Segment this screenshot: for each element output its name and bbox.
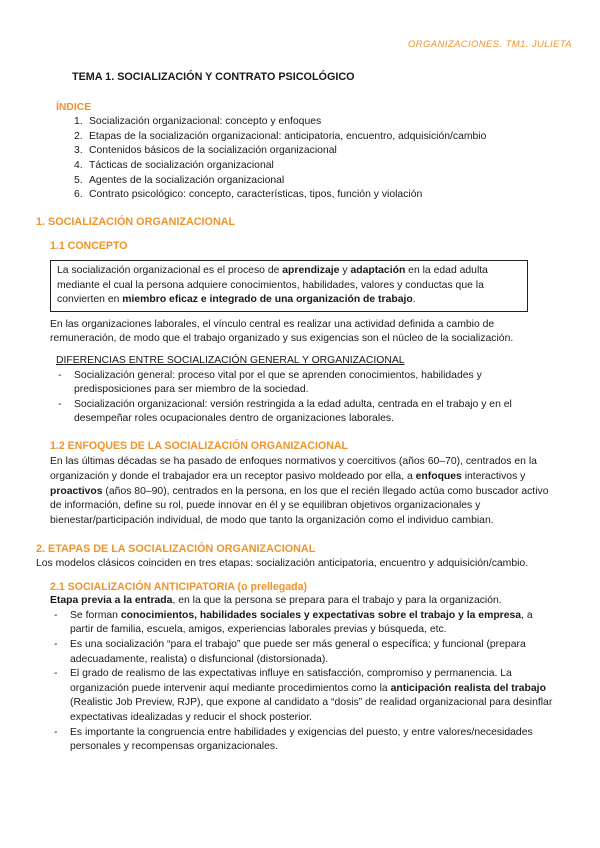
list-item: - Socialización general: proceso vital por el que se aprenden conocimientos, habilidades y predisposiciones para ser miembro de la sociedad. [58, 369, 482, 396]
index-item: 2. Etapas de la socialización organizacional: anticipatoria, encuentro, adquisición/cambio [74, 130, 487, 142]
differences-list [58, 369, 546, 427]
section-1-2-heading: 1.2 ENFOQUES DE LA SOCIALIZACIÓN ORGANIZACIONAL [50, 439, 349, 452]
list-item: - Es importante la congruencia entre habilidades y exigencias del puesto, y entre valores/necesidades personales y recompensas organizacionales. [54, 726, 533, 753]
paragraph: En las organizaciones laborales, el vínculo central es realizar una actividad definida a cambio de remuneración, de modo que el trabajo organizado y sus exigencias son el núcleo de la socialización. [50, 318, 514, 345]
page-title: TEMA 1. SOCIALIZACIÓN Y CONTRATO PSICOLÓGICO [72, 71, 355, 83]
section-2-1-heading: 2.1 SOCIALIZACIÓN ANTICIPATORIA (o prellegada) [50, 580, 308, 593]
section-2-heading: 2. ETAPAS DE LA SOCIALIZACIÓN ORGANIZACIONAL [36, 543, 316, 556]
paragraph: Etapa previa a la entrada, en la que la persona se prepara para el trabajo y para la organización. [50, 595, 502, 607]
index-item: 3. Contenidos básicos de la socialización organizacional [74, 145, 337, 157]
list-item: - Es una socialización “para el trabajo” que puede ser más general o específica; y funcional (prepara adecuadamente, realista) o disfuncional (distorsionada). [54, 639, 526, 665]
section-1-heading: 1. SOCIALIZACIÓN ORGANIZACIONAL [36, 215, 236, 228]
list-item: - Se forman conocimientos, habilidades sociales y expectativas sobre el trabajo y la empresa, a partir de familia, escuela, amigos, experiencias laborales previas y búsqueda, etc. [54, 609, 533, 636]
definition-box: La socialización organizacional es el proceso de aprendizaje y adaptación en la edad adulta mediante el cual la persona adquiere conocimientos, habilidades, valores y conductas que la convierten en miembro eficaz e integrado de una organización de trabajo. [50, 260, 528, 312]
anticipatory-list [54, 609, 554, 755]
running-header: ORGANIZACIONES. TM1. JULIETA [407, 39, 572, 50]
index-heading: ÍNDICE [56, 101, 92, 113]
list-item: - Socialización organizacional: versión restringida a la edad adulta, centrada en el trabajo y en el desempeñar roles ocupacionales dentro de organizaciones laborales. [58, 398, 512, 425]
paragraph: Los modelos clásicos coinciden en tres etapas: socialización anticipatoria, encuentro y adquisición/cambio. [36, 558, 529, 570]
index-item: 6. Contrato psicológico: concepto, características, tipos, función y violación [74, 189, 423, 201]
list-item: - El grado de realismo de las expectativas influye en satisfacción, compromiso y permanencia. La organización puede intervenir aquí mediante procedimientos como la anticipación realista del trabajo (Realistic Job Preview, RJP), que expone al candidato a “dosis” de realidad organizacional para desinflar expectativas idealizadas y reducir el shock posterior. [54, 668, 553, 723]
page-content [36, 70, 564, 755]
index-item: 5. Agentes de la socialización organizacional [74, 174, 285, 186]
section-1-1-heading: 1.1 CONCEPTO [50, 240, 128, 253]
paragraph: En las últimas décadas se ha pasado de enfoques normativos y coercitivos (años 60–70), centrados en la organización y donde el trabajador era un receptor pasivo moldeado por ella, a enfoques interactivos y proactivos (años 80–90), centrados en la persona, en los que el recién llegado actúa como buscador activo de información, define su rol, puede innovar en él y se equilibran objetivos organizacionales y bienestar/participación individual, de modo que tanto la organización como el individuo cambian. [50, 456, 549, 526]
index-item: 1. Socialización organizacional: concepto y enfoques [74, 116, 322, 128]
differences-heading: DIFERENCIAS ENTRE SOCIALIZACIÓN GENERAL Y ORGANIZACIONAL [56, 354, 405, 366]
index-list [74, 115, 564, 203]
index-item: 4. Tácticas de socialización organizacional [74, 159, 274, 171]
